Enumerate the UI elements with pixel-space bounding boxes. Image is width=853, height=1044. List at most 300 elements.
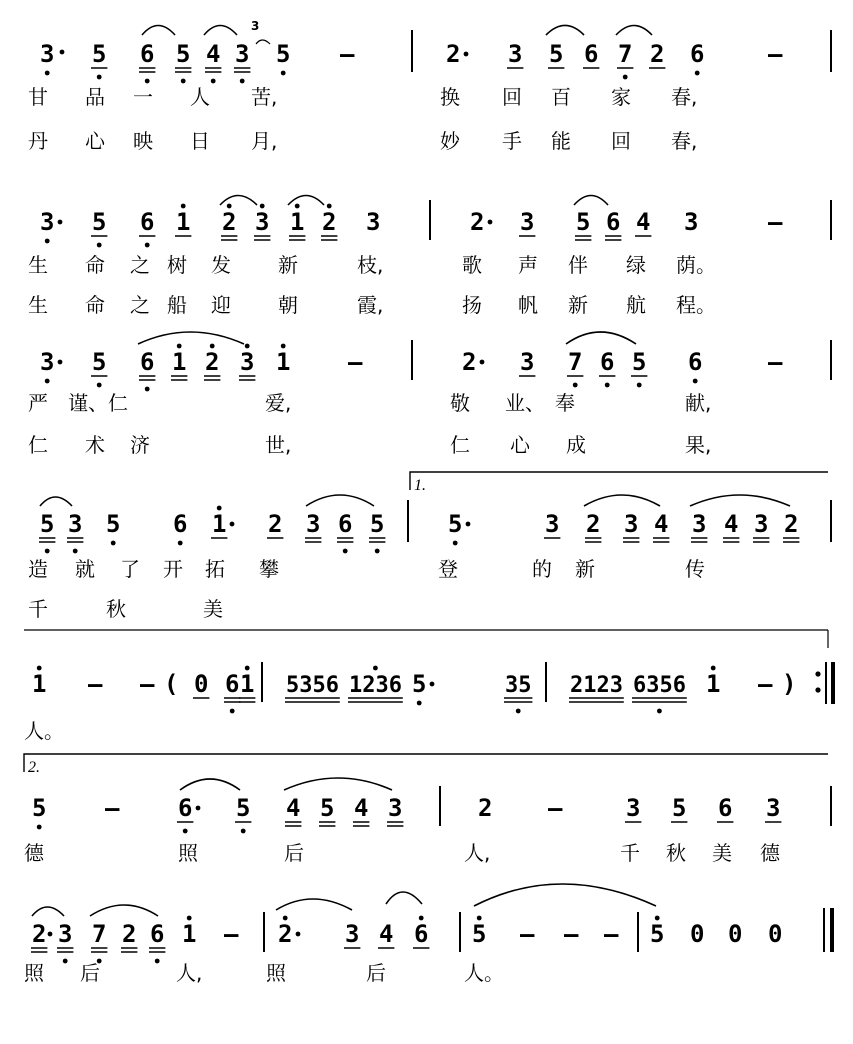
slur — [276, 899, 352, 910]
note: 6 — [606, 208, 621, 236]
slur — [138, 332, 244, 344]
lyric-syllable: 月, — [251, 129, 278, 153]
augmentation-dot — [196, 806, 201, 811]
note: ) — [782, 670, 797, 698]
lyric-syllable: 仁 — [28, 433, 48, 457]
augmentation-dot — [60, 50, 65, 55]
lyric-syllable: 家 — [611, 85, 631, 109]
note: 5 — [549, 40, 564, 68]
lyric-syllable: 扬 — [462, 293, 482, 317]
slur — [690, 495, 790, 506]
note: 2 — [784, 510, 799, 538]
lyric-syllable: 新 — [568, 293, 588, 317]
lyric-syllable: 新 — [575, 557, 595, 581]
octave-dot-high — [419, 916, 424, 921]
lyric-syllable: 世, — [265, 433, 292, 457]
lyric-syllable: 生 — [28, 253, 48, 277]
octave-dot-high — [181, 204, 186, 209]
note: 5 — [32, 794, 47, 822]
octave-dot-low — [605, 383, 610, 388]
note: 3 — [58, 920, 73, 948]
note: 3 — [520, 208, 535, 236]
octave-dot-low — [63, 959, 68, 964]
octave-dot-low — [37, 825, 42, 830]
octave-dot-low — [230, 709, 235, 714]
note: 6 — [414, 920, 429, 948]
note: – — [604, 920, 619, 948]
slur — [180, 779, 240, 790]
octave-dot-high — [210, 344, 215, 349]
note: 5 — [176, 40, 191, 68]
octave-dot-low — [516, 709, 521, 714]
octave-dot-low — [45, 549, 50, 554]
note: 6356 — [633, 673, 686, 698]
octave-dot-high — [227, 204, 232, 209]
lyric-syllable: 能 — [551, 129, 571, 153]
octave-dot-low — [178, 541, 183, 546]
slur — [584, 495, 660, 506]
octave-dot-high — [373, 666, 378, 671]
lyric-syllable: 的 — [532, 557, 552, 581]
note: – — [768, 348, 783, 376]
note: 6 — [600, 348, 615, 376]
slur — [566, 332, 636, 344]
octave-dot-high — [327, 204, 332, 209]
octave-dot-low — [111, 541, 116, 546]
note: 5 — [92, 40, 107, 68]
lyric-syllable: 换 — [440, 85, 460, 109]
octave-dot-low — [281, 71, 286, 76]
note: 1 — [182, 920, 197, 948]
note: – — [224, 920, 239, 948]
octave-dot-low — [637, 383, 642, 388]
augmentation-dot — [58, 220, 63, 225]
note: 3 — [345, 920, 360, 948]
octave-dot-low — [211, 79, 216, 84]
note: 2 — [586, 510, 601, 538]
lyric-syllable: 朝 — [278, 293, 298, 317]
lyric-syllable: 了 — [120, 557, 140, 581]
note: 5 — [92, 348, 107, 376]
note: 6 — [584, 40, 599, 68]
note: 2 — [322, 208, 337, 236]
note: 2 — [446, 40, 461, 68]
note: ( — [164, 670, 179, 698]
lyric-syllable: 伴 — [568, 253, 588, 277]
note: – — [340, 40, 355, 68]
lyric-syllable: 航 — [626, 293, 646, 317]
octave-dot-low — [97, 75, 102, 80]
volta-label: 1. — [414, 477, 426, 494]
note: 3 — [545, 510, 560, 538]
note: – — [88, 670, 103, 698]
lyric-syllable: 春, — [671, 85, 698, 109]
lyric-syllable: 回 — [502, 85, 522, 109]
note: 2 — [470, 208, 485, 236]
note: 3 — [235, 40, 250, 68]
note: 6 — [140, 208, 155, 236]
octave-dot-high — [177, 344, 182, 349]
note: – — [520, 920, 535, 948]
octave-dot-low — [155, 959, 160, 964]
lyric-syllable: 船 — [167, 293, 187, 317]
octave-dot-low — [623, 75, 628, 80]
lyric-syllable: 千 — [620, 841, 640, 865]
slur — [616, 26, 652, 36]
note: 3 — [306, 510, 321, 538]
note: 6 — [173, 510, 188, 538]
augmentation-dot — [48, 932, 53, 937]
note: 5356 — [286, 673, 339, 698]
note: 6 — [688, 348, 703, 376]
octave-dot-low — [73, 549, 78, 554]
octave-dot-high — [711, 666, 716, 671]
repeat-dot — [815, 671, 820, 676]
note: 3 — [624, 510, 639, 538]
octave-dot-low — [453, 541, 458, 546]
volta-bracket-2 — [24, 754, 828, 772]
lyric-syllable: 就 — [75, 557, 95, 581]
lyric-syllable: 美 — [203, 597, 223, 621]
lyric-syllable: 命 — [85, 293, 105, 317]
note: 3 — [40, 348, 55, 376]
note: 6 — [140, 40, 155, 68]
note: 4 — [286, 794, 301, 822]
slur — [204, 26, 237, 36]
note: 2 — [32, 920, 47, 948]
lyric-syllable: 程。 — [676, 293, 716, 317]
augmentation-dot — [58, 360, 63, 365]
note: 3 — [754, 510, 769, 538]
octave-dot-low — [97, 243, 102, 248]
lyric-syllable: 回 — [611, 129, 631, 153]
lyric-syllable: 丹 — [28, 129, 48, 153]
system-4 — [28, 472, 831, 621]
slur — [32, 907, 64, 916]
note: – — [548, 794, 563, 822]
note: 6 — [150, 920, 165, 948]
octave-dot-high — [655, 916, 660, 921]
note: 3 — [508, 40, 523, 68]
note: 2 — [278, 920, 293, 948]
note: 7 — [568, 348, 583, 376]
note: – — [758, 670, 773, 698]
lyric-syllable: 之 — [130, 293, 150, 317]
lyric-syllable: 迎 — [211, 293, 231, 317]
note: – — [564, 920, 579, 948]
note: 5 — [106, 510, 121, 538]
note: 5 — [448, 510, 463, 538]
note: 0 — [728, 920, 743, 948]
note: 5 — [236, 794, 251, 822]
note: 6 — [338, 510, 353, 538]
note: 3 — [388, 794, 403, 822]
note: 3 — [626, 794, 641, 822]
note: 3 — [366, 208, 381, 236]
note: 1 — [290, 208, 305, 236]
octave-dot-high — [281, 344, 286, 349]
system-3 — [28, 332, 831, 457]
lyric-syllable: 仁 — [108, 391, 128, 415]
octave-dot-low — [573, 383, 578, 388]
note: 1 — [240, 670, 255, 698]
lyric-syllable: 日 — [190, 129, 210, 153]
note: 1 — [276, 348, 291, 376]
slur — [220, 196, 257, 206]
augmentation-dot — [464, 52, 469, 57]
note: 6 — [690, 40, 705, 68]
system-7 — [24, 884, 832, 985]
lyric-syllable: 妙 — [440, 129, 460, 153]
note: 4 — [724, 510, 739, 538]
lyric-syllable: 新 — [278, 253, 298, 277]
lyric-syllable: 手 — [502, 129, 522, 153]
note: 2 — [205, 348, 220, 376]
lyric-syllable: 仁 — [450, 433, 470, 457]
lyric-syllable: 映 — [133, 129, 153, 153]
lyric-syllable: 千 — [28, 597, 48, 621]
note: 2 — [650, 40, 665, 68]
lyric-syllable: 心 — [510, 433, 530, 457]
lyric-syllable: 秋 — [106, 597, 126, 621]
note: – — [348, 348, 363, 376]
note: – — [768, 40, 783, 68]
slur — [256, 40, 270, 44]
note: 6 — [225, 670, 240, 698]
octave-dot-low — [693, 379, 698, 384]
lyric-syllable: 爱, — [265, 391, 292, 415]
note: 5 — [40, 510, 55, 538]
grace-note: 3 — [251, 19, 260, 33]
note: 1 — [32, 670, 47, 698]
lyric-syllable: 人 — [190, 85, 210, 109]
lyric-syllable: 后 — [366, 961, 386, 985]
lyric-syllable: 敬 — [450, 391, 470, 415]
slur — [142, 26, 175, 36]
note: 2 — [268, 510, 283, 538]
note: 3 — [520, 348, 535, 376]
note: 6 — [178, 794, 193, 822]
octave-dot-low — [657, 709, 662, 714]
note: 0 — [690, 920, 705, 948]
slur — [288, 196, 324, 206]
note: 0 — [194, 670, 209, 698]
lyric-syllable: 严 — [28, 391, 48, 415]
note: 2123 — [570, 673, 623, 698]
note: 6 — [718, 794, 733, 822]
note: 1236 — [349, 673, 402, 698]
octave-dot-low — [695, 71, 700, 76]
system-6 — [24, 754, 831, 865]
repeat-dot — [815, 687, 820, 692]
lyric-syllable: 生 — [28, 293, 48, 317]
lyric-syllable: 术 — [85, 433, 105, 457]
note: 4 — [654, 510, 669, 538]
octave-dot-high — [260, 204, 265, 209]
slur — [90, 905, 158, 916]
lyric-syllable: 绿 — [626, 253, 646, 277]
augmentation-dot — [430, 682, 435, 687]
lyric-syllable: 成 — [566, 433, 586, 457]
note: 1 — [172, 348, 187, 376]
lyric-syllable: 济 — [130, 433, 150, 457]
octave-dot-high — [37, 666, 42, 671]
octave-dot-high — [283, 916, 288, 921]
lyric-syllable: 传 — [685, 557, 705, 581]
note: 3 — [684, 208, 699, 236]
octave-dot-high — [187, 916, 192, 921]
augmentation-dot — [466, 522, 471, 527]
lyric-syllable: 谨、 — [68, 391, 108, 415]
octave-dot-low — [240, 79, 245, 84]
lyric-syllable: 后 — [284, 841, 304, 865]
lyric-syllable: 苦, — [251, 85, 278, 109]
lyric-syllable: 命 — [85, 253, 105, 277]
lyric-syllable: 声 — [518, 253, 538, 277]
octave-dot-low — [375, 549, 380, 554]
slur — [40, 497, 72, 506]
note: 3 — [692, 510, 707, 538]
note: 5 — [276, 40, 291, 68]
note: 4 — [636, 208, 651, 236]
lyric-syllable: 拓 — [205, 557, 225, 581]
slur — [546, 26, 584, 36]
lyric-syllable: 荫。 — [676, 253, 716, 277]
note: 5 — [320, 794, 335, 822]
note: 6 — [140, 348, 155, 376]
note: 2 — [122, 920, 137, 948]
lyric-syllable: 霞, — [357, 293, 384, 317]
slur — [284, 778, 392, 790]
volta-label: 2. — [28, 759, 40, 776]
note: 5 — [92, 208, 107, 236]
octave-dot-high — [217, 506, 222, 511]
lyric-syllable: 照 — [178, 841, 198, 865]
system-2 — [28, 196, 831, 318]
lyric-syllable: 品 — [85, 85, 105, 109]
octave-dot-high — [295, 204, 300, 209]
note: 1 — [176, 208, 191, 236]
lyric-syllable: 百 — [551, 85, 571, 109]
note: 3 — [40, 40, 55, 68]
lyric-syllable: 奉 — [555, 391, 575, 415]
octave-dot-low — [145, 79, 150, 84]
lyric-syllable: 秋 — [666, 841, 686, 865]
note: 7 — [618, 40, 633, 68]
slur — [386, 892, 422, 904]
note: 5 — [370, 510, 385, 538]
system-5 — [24, 630, 833, 743]
lyric-syllable: 之 — [130, 253, 150, 277]
lyric-syllable: 登 — [438, 557, 458, 581]
augmentation-dot — [480, 360, 485, 365]
note: 2 — [462, 348, 477, 376]
lyric-syllable: 帆 — [518, 293, 538, 317]
note: 3 — [766, 794, 781, 822]
octave-dot-low — [45, 71, 50, 76]
note: – — [140, 670, 155, 698]
octave-dot-high — [245, 666, 250, 671]
lyric-syllable: 心 — [85, 129, 105, 153]
lyric-syllable: 业、 — [505, 391, 545, 415]
octave-dot-low — [45, 379, 50, 384]
note: 3 — [40, 208, 55, 236]
note: 5 — [672, 794, 687, 822]
note: 4 — [379, 920, 394, 948]
note: 5 — [472, 920, 487, 948]
lyric-syllable: 枝, — [357, 253, 384, 277]
note: 5 — [650, 920, 665, 948]
system-1 — [28, 19, 831, 153]
slur — [574, 196, 608, 206]
lyric-syllable: 照 — [266, 961, 286, 985]
slur — [306, 495, 374, 506]
note: 5 — [576, 208, 591, 236]
lyric-syllable: 春, — [671, 129, 698, 153]
lyric-syllable: 攀 — [259, 557, 279, 581]
note: 2 — [222, 208, 237, 236]
note: – — [768, 208, 783, 236]
note: – — [105, 794, 120, 822]
octave-dot-low — [417, 701, 422, 706]
note: 4 — [354, 794, 369, 822]
lyric-syllable: 一 — [133, 85, 153, 109]
lyric-syllable: 献, — [685, 391, 712, 415]
octave-dot-low — [181, 79, 186, 84]
octave-dot-low — [145, 387, 150, 392]
lyric-syllable: 开 — [163, 557, 183, 581]
note: 3 — [68, 510, 83, 538]
lyric-syllable: 美 — [712, 841, 732, 865]
octave-dot-low — [183, 829, 188, 834]
lyric-syllable: 德 — [760, 841, 780, 865]
octave-dot-high — [245, 344, 250, 349]
note: 1 — [212, 510, 227, 538]
lyric-syllable: 人, — [464, 841, 491, 865]
octave-dot-low — [145, 243, 150, 248]
note: 0 — [768, 920, 783, 948]
note: 3 — [255, 208, 270, 236]
octave-dot-low — [241, 829, 246, 834]
note: 7 — [92, 920, 107, 948]
note: 2 — [478, 794, 493, 822]
augmentation-dot — [296, 932, 301, 937]
lyric-syllable: 人, — [176, 961, 203, 985]
lyric-syllable: 发 — [211, 253, 231, 277]
note: 1 — [706, 670, 721, 698]
lyric-syllable: 后 — [80, 961, 100, 985]
note: 5 — [412, 670, 427, 698]
octave-dot-low — [45, 239, 50, 244]
lyric-syllable: 果, — [685, 433, 712, 457]
octave-dot-low — [97, 383, 102, 388]
octave-dot-high — [477, 916, 482, 921]
slur — [474, 884, 656, 906]
lyric-syllable: 造 — [28, 557, 48, 581]
augmentation-dot — [488, 220, 493, 225]
lyric-syllable: 人。 — [24, 719, 64, 743]
note: 35 — [505, 673, 532, 698]
octave-dot-low — [343, 549, 348, 554]
note: 4 — [206, 40, 221, 68]
lyric-syllable: 人。 — [464, 961, 504, 985]
augmentation-dot — [230, 522, 235, 527]
lyric-syllable: 歌 — [462, 253, 482, 277]
lyric-syllable: 甘 — [28, 85, 48, 109]
lyric-syllable: 树 — [167, 253, 187, 277]
volta-bracket-1 — [410, 472, 828, 490]
lyric-syllable: 照 — [24, 961, 44, 985]
